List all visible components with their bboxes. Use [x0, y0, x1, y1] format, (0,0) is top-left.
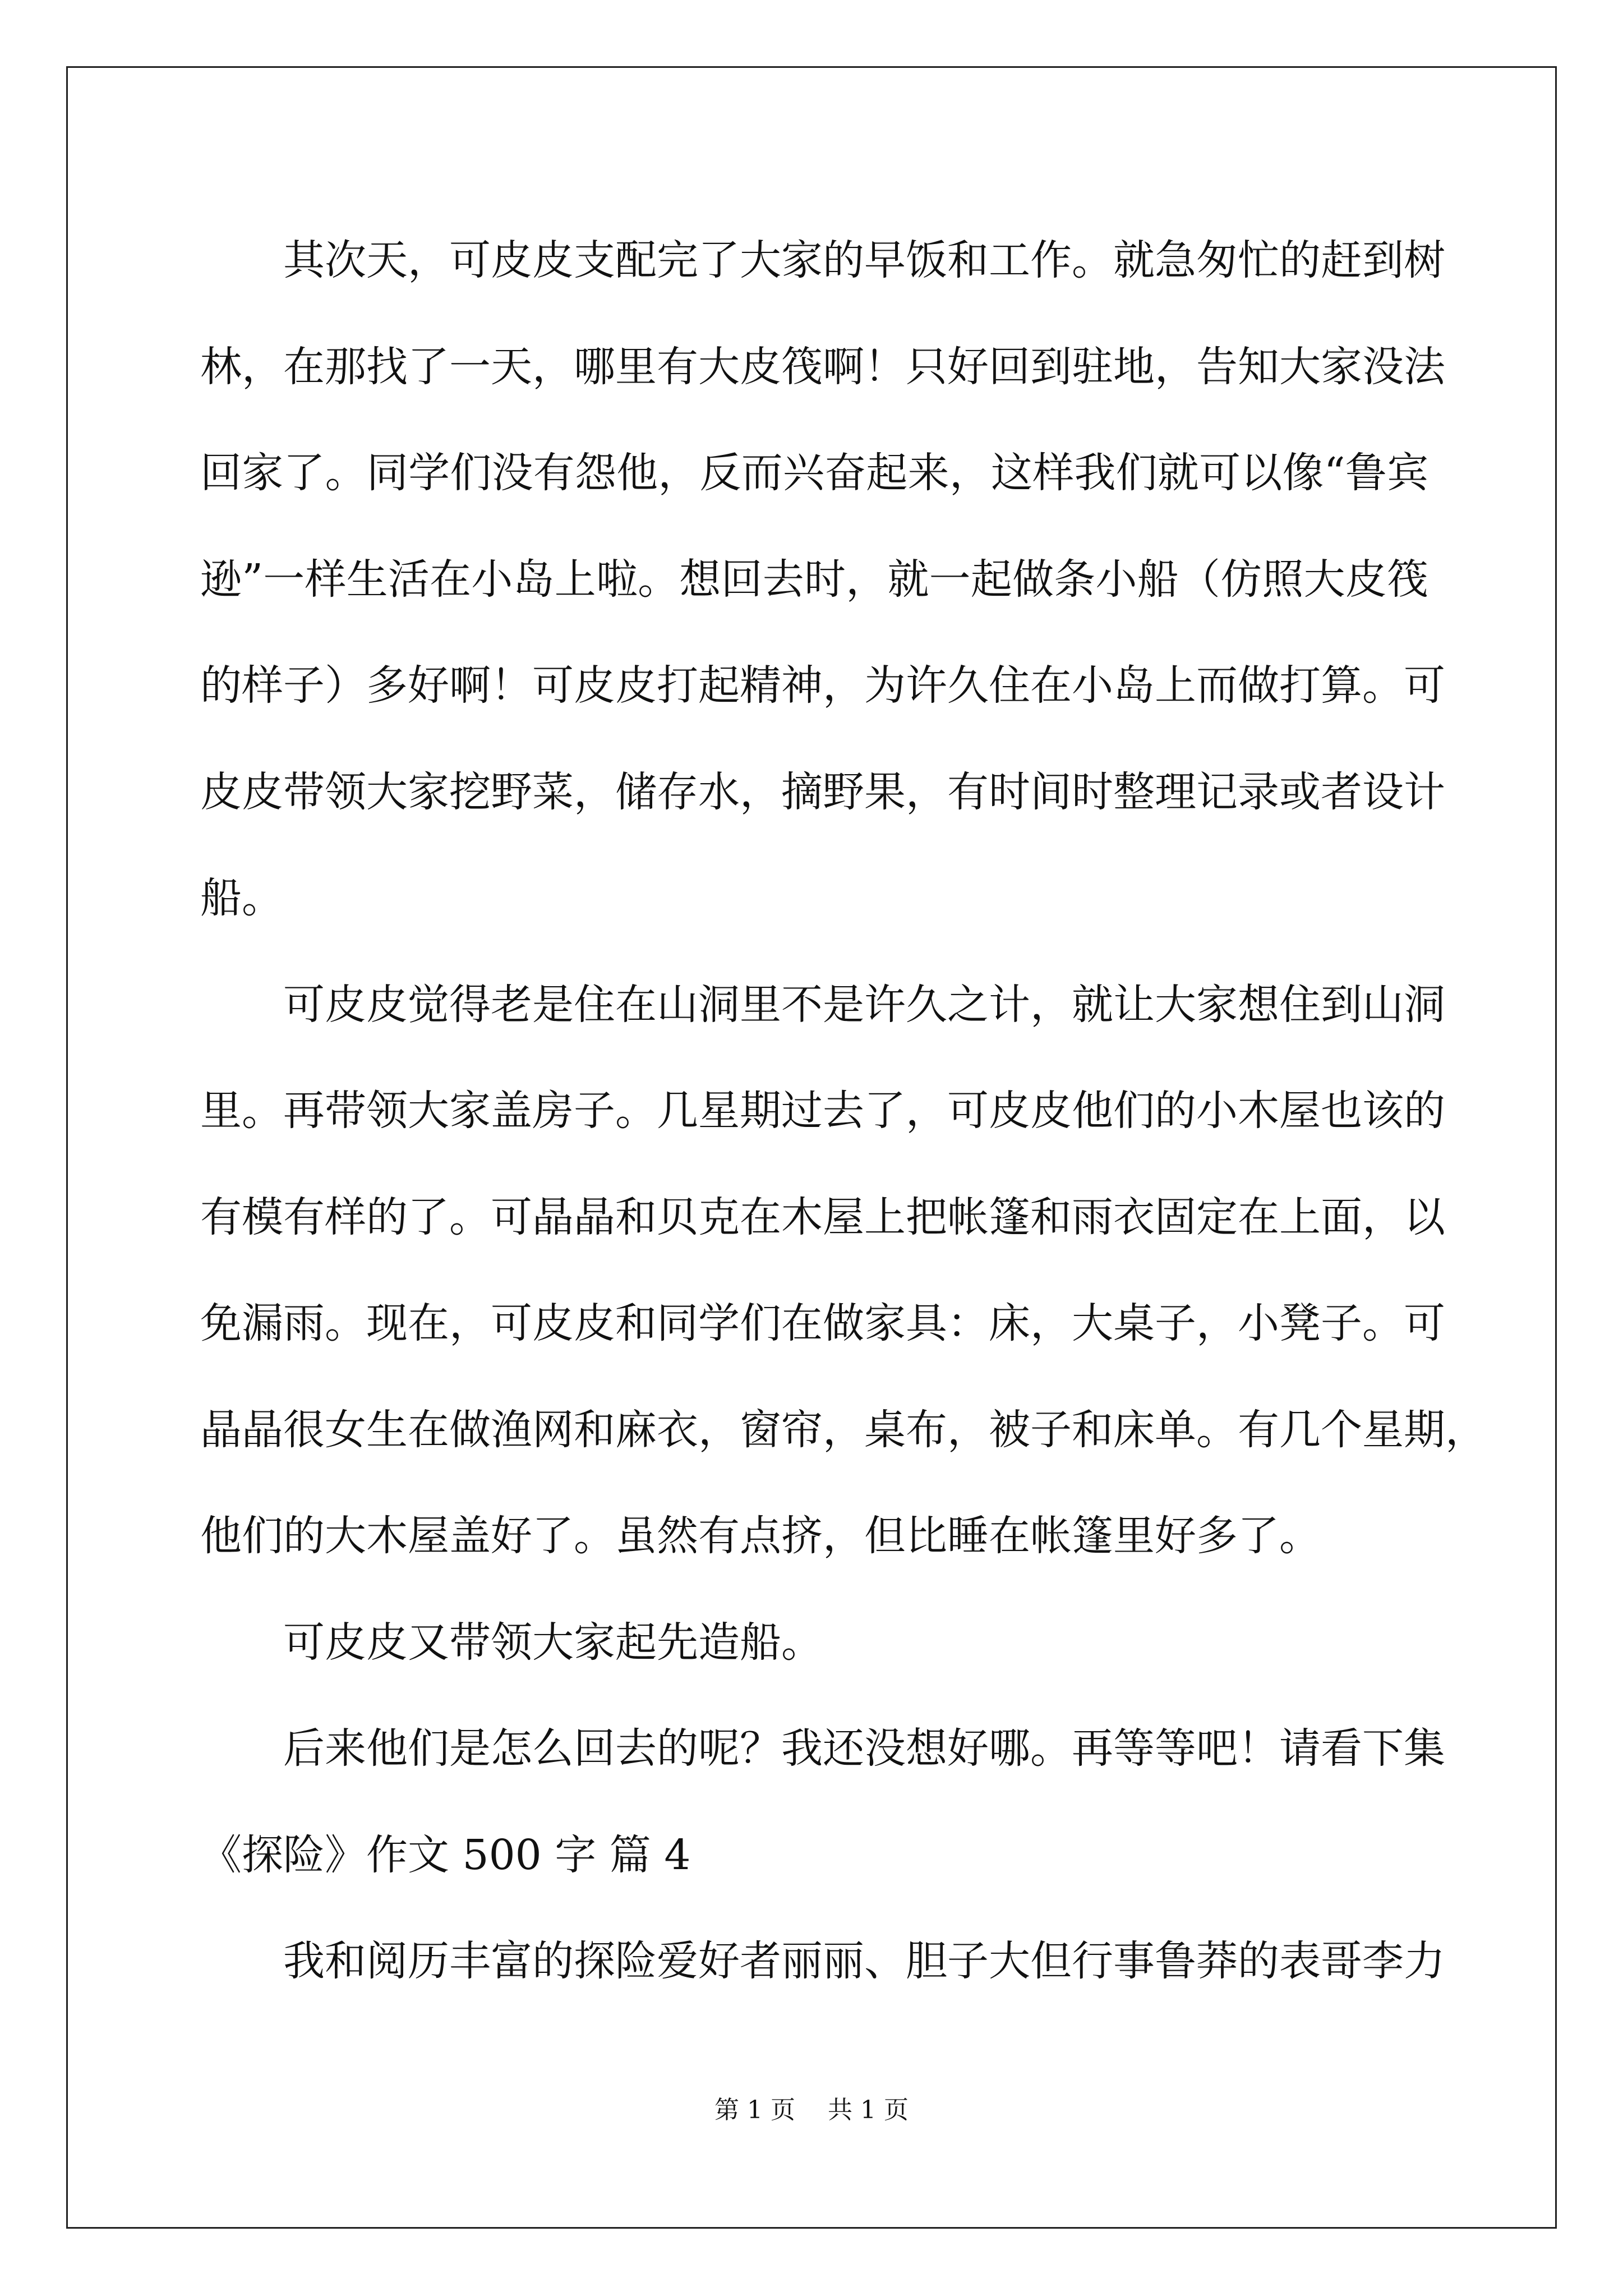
text-line: 免漏雨。现在，可皮皮和同学们在做家具：床，大桌子，小凳子。可	[200, 1299, 1445, 1347]
text-line: 可皮皮觉得老是住在山洞里不是许久之计，就让大家想住到山洞	[283, 980, 1445, 1029]
text-line: 可皮皮又带领大家起先造船。	[283, 1618, 823, 1667]
text-line: 回家了。同学们没有怨他，反而兴奋起来，这样我们就可以像“鲁宾	[200, 449, 1428, 497]
text-line: 林，在那找了一天，哪里有大皮筏啊！只好回到驻地，告知大家没法	[200, 342, 1445, 391]
text-line: 船。	[200, 874, 283, 922]
page-total: 共 1 页	[828, 2096, 909, 2124]
text-line: 皮皮带领大家挖野菜，储存水，摘野果，有时间时整理记录或者设计	[200, 767, 1445, 816]
document-body	[200, 208, 1487, 2015]
page-footer	[0, 2093, 1623, 2127]
page-number: 第 1 页	[714, 2096, 795, 2124]
text-line: 其次天，可皮皮支配完了大家的早饭和工作。就急匆忙的赶到树	[283, 236, 1445, 284]
text-line: 逊”一样生活在小岛上啦。想回去时，就一起做条小船（仿照大皮筏	[200, 555, 1428, 604]
text-line: 的样子）多好啊！可皮皮打起精神，为许久住在小岛上而做打算。可	[200, 661, 1445, 710]
text-line: 他们的大木屋盖好了。虽然有点挤，但比睡在帐篷里好多了。	[200, 1512, 1321, 1560]
text-line: 晶晶很女生在做渔网和麻衣，窗帘，桌布，被子和床单。有几个星期，	[200, 1405, 1487, 1454]
text-line: 后来他们是怎么回去的呢？我还没想好哪。再等等吧！请看下集	[283, 1724, 1445, 1773]
text-line: 我和阅历丰富的探险爱好者丽丽、胆子大但行事鲁莽的表哥李力	[283, 1937, 1445, 1985]
text-line: 里。再带领大家盖房子。几星期过去了，可皮皮他们的小木屋也该的	[200, 1087, 1445, 1135]
section-heading: 《探险》作文 500 字 篇 4	[200, 1830, 691, 1879]
text-line: 有模有样的了。可晶晶和贝克在木屋上把帐篷和雨衣固定在上面，以	[200, 1193, 1445, 1241]
